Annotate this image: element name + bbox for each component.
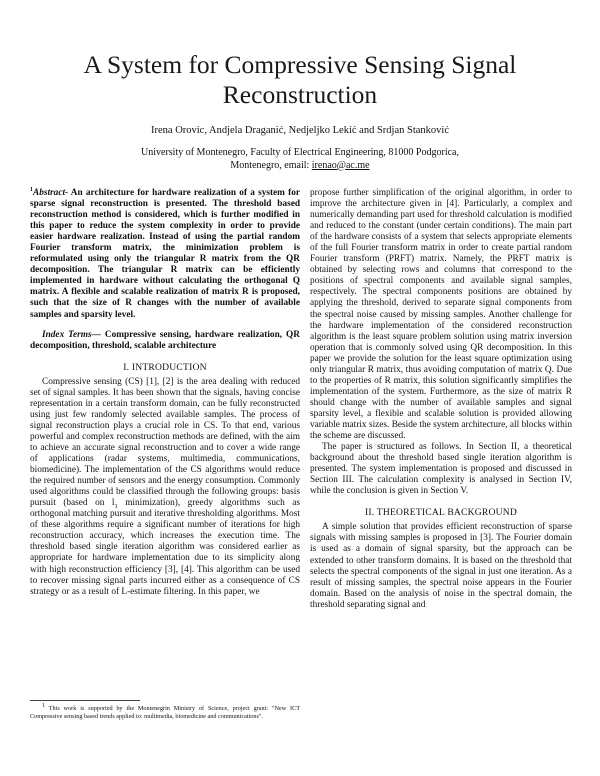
footnote-marker: 1	[42, 702, 45, 709]
abstract-lead: Abstract-	[33, 188, 69, 198]
abstract-footnote-marker: 1	[30, 186, 33, 193]
section-2-heading: II. THEORETICAL BACKGROUND	[364, 507, 518, 519]
introduction-paragraph	[30, 377, 300, 598]
index-terms-lead: Index Terms	[42, 329, 92, 340]
affiliation-prefix: Montenegro, email:	[230, 159, 310, 171]
intro-text-part-2: minimization), greedy algorithms such as orthogonal matching pursuit and iterative thresholding algorithms. Most of these algorithms require a significant number of iterations for high reconstruction accuracy, which increases the execution time. The threshold based single iteration algorithm was considered earlier as appropriate for hardware implementation due to its simplicity along with high reconstruction efficiency [3], [4]. This algorithm can be used to recover missing signal parts incurred either as a consequence of CS strategy or as a result of L-estimate filtering. In this paper, we	[30, 498, 300, 597]
abstract-text: An architecture for hardware realization of a system for sparse signal reconstruction is presented. The threshold based reconstruction method is considered, which is further modified in this paper to reduce the system complexity in order to provide easier hardware realization. Instead of using the partial random Fourier transform matrix, the minimization problem is reformulated using only the triangular R matrix from the QR decomposition. The triangular R matrix can be efficiently implemented in hardware without calculating the orthogonal Q matrix. A flexible and scalable realization of matrix R is proposed, such that the size of R changes with the number of available samples and sparsity level.	[30, 188, 300, 320]
affiliation	[80, 147, 520, 172]
index-terms-text: — Compressive sensing, hardware realization, QR decomposition, threshold, scalable architecture	[30, 329, 300, 351]
footnote-text: This work is supported by the Montenegrin Ministry of Science, project grant: "New ICT Compressive sensing based trends applied to: multimedia, biomedicine and communications".	[30, 705, 300, 720]
index-terms	[30, 330, 300, 352]
theory-paragraph: A simple solution that provides efficient reconstruction of sparse signals with missing samples is proposed in [3]. The Fourier domain is used as a domain of signal sparsity, but the approach can be extended to other transform domains. It is based on the threshold that selects the spectral components of the signal in just one iteration. As a result of missing samples, the spectral noise appears in the Fourier domain. Based on the analysis of noise in the spectral domain, the threshold separating signal and	[310, 522, 572, 610]
intro-continuation-paragraph: propose further simplification of the original algorithm, in order to improve the architecture given in [4]. Particularly, a complex and numerically demanding part used for threshold calculation is modified and reduced to the constant (under certain conditions). The main part of the hardware consists of a system that selects appropriate elements of the full Fourier transform matrix in order to create partial random Fourier transform (PRFT) matrix. Namely, the PRFT matrix is obtained by selecting rows and columns that correspond to the positions of spectral components and available signal samples, respectively. The spectral components positions are obtained by applying the threshold, derived to separate signal components from the spectral noise caused by missing samples. Another challenge for the hardware implementation of the considered reconstruction algorithm is the least square problem solution using matrix inversion operation that is commonly solved using QR decomposition. In this paper we provide the solution for the least square optimization using only triangular R matrix, thus avoiding computation of matrix Q. Due to the properties of R matrix, this solution significantly simplifies the implementation of the system. Furthermore, as the size of matrix R should change with the number of available samples and signal sparsity level, a flexible and scalable solution is provided allowing variable matrix sizes. Beside the system architecture, all blocks within the scheme are discussed.	[310, 188, 572, 442]
paper-structure-paragraph: The paper is structured as follows. In Section II, a theoretical background about the threshold based single iteration algorithm is presented. The system implementation is proposed and discussed in Section III. The calculation complexity is analysed in Section IV, while the conclusion is given in Section V.	[310, 442, 572, 497]
affiliation-line-1: University of Montenegro, Faculty of Electrical Engineering, 81000 Podgorica,	[141, 147, 459, 158]
abstract	[30, 188, 300, 321]
right-column	[310, 188, 572, 611]
paper-title: A System for Compressive Sensing Signal Reconstruction	[83, 50, 517, 109]
footnote	[30, 702, 300, 721]
left-column	[30, 188, 300, 598]
l1-subscript: 1	[114, 503, 118, 511]
affiliation-line-2	[80, 160, 520, 173]
intro-text-part-1: Compressive sensing (CS) [1], [2] is the area dealing with reduced set of signal samples. It has been shown that the signals, having concise representation in a certain transform domain, can be fully reconstructed using just few randomly selected available samples. The process of signal reconstruction plays a crucial role in CS. To that end, various powerful and complex reconstruction methods are defined, with the aim to achieve an accurate signal reconstruction and to cover a wide range of applications (radar systems, multimedia, communications, biomedicine). The implementation of the CS algorithms would reduce the required number of sensors and the energy consumption. Commonly used algorithms could be classified through the following groups: basis pursuit (based on l	[30, 376, 300, 509]
footnote-divider	[30, 700, 140, 701]
section-1-heading: I. INTRODUCTION	[123, 361, 207, 373]
email-link[interactable]: irenao@ac.me	[311, 159, 370, 171]
author-list: Irena Orovic, Andjela Draganić, Nedjeljko Lekić and Srdjan Stanković	[151, 125, 449, 136]
